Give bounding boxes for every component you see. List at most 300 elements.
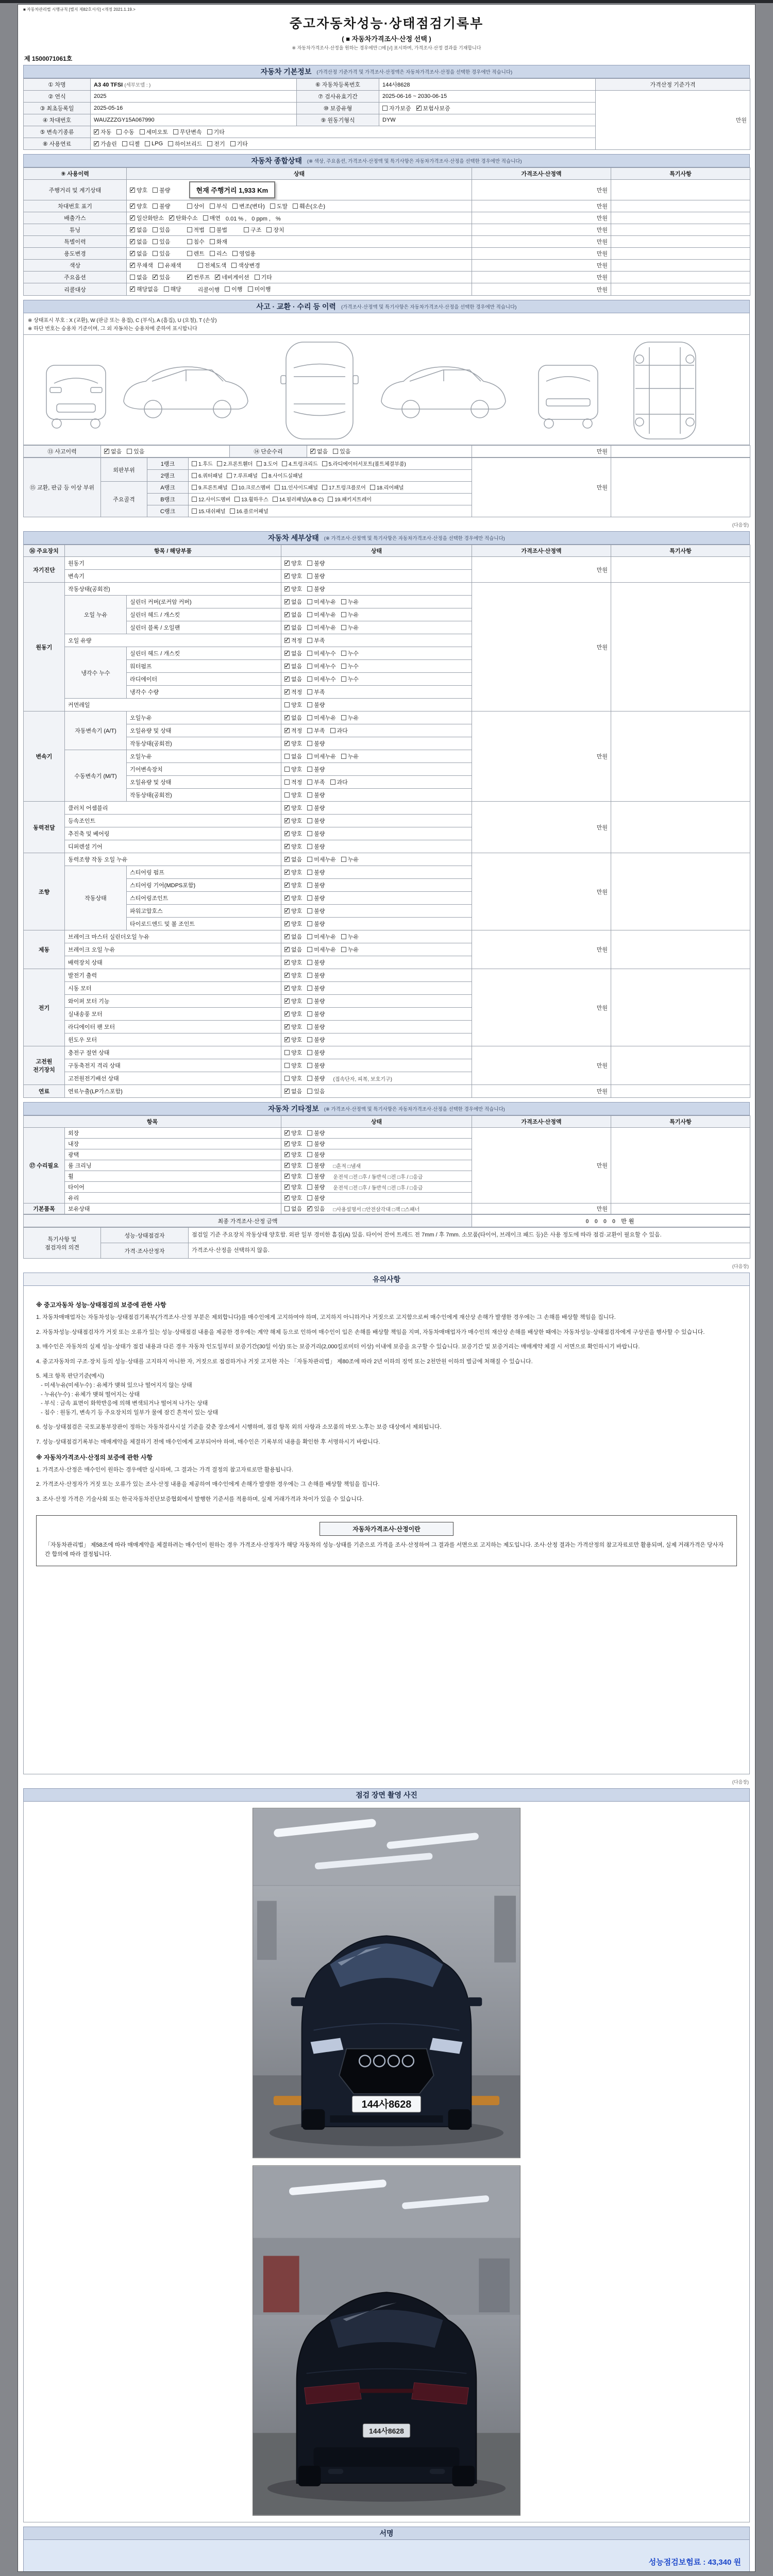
- checkbox-box: [153, 204, 158, 209]
- checkbox-option[interactable]: [307, 829, 325, 838]
- price-cell: 만원: [472, 283, 611, 296]
- state-mark-legend: [23, 313, 750, 335]
- checkbox-label: 있음: [314, 1089, 325, 1095]
- checkbox-box: [187, 239, 192, 244]
- checkbox-option[interactable]: [307, 1129, 325, 1137]
- checkbox-option[interactable]: [307, 1140, 325, 1148]
- checkbox-option[interactable]: [210, 238, 227, 246]
- checkbox-option[interactable]: [284, 1140, 302, 1148]
- checkbox-option[interactable]: [284, 842, 302, 851]
- checkbox-option[interactable]: [284, 894, 302, 902]
- checkbox-box: [122, 141, 127, 146]
- checkbox-option[interactable]: [284, 1183, 302, 1191]
- checkbox-label: 적정: [291, 689, 303, 696]
- checkbox-box: [307, 857, 312, 862]
- checkbox-option[interactable]: [187, 249, 205, 258]
- item-name: 타이로드엔드 및 볼 조인트: [127, 918, 281, 930]
- checkbox-option[interactable]: [341, 945, 359, 954]
- note-cell: [611, 1085, 750, 1098]
- detail-row: [24, 1046, 750, 1059]
- checkbox-option[interactable]: [307, 1087, 325, 1095]
- signature-header: [23, 2527, 750, 2540]
- checkbox-option[interactable]: [307, 598, 336, 606]
- checkbox-label: 없음: [291, 676, 303, 683]
- checkbox-option[interactable]: [307, 752, 336, 760]
- checkbox-option[interactable]: [130, 214, 164, 222]
- checkbox-option[interactable]: [307, 701, 325, 709]
- checkbox-option[interactable]: [230, 140, 248, 148]
- checkbox-option[interactable]: [266, 226, 284, 234]
- checkbox-option[interactable]: [307, 1183, 325, 1191]
- license-plate-rear: 144사8628: [369, 2427, 404, 2435]
- item-state: [281, 892, 472, 905]
- item-name: 스티어링조인트: [127, 892, 281, 905]
- checkbox-option[interactable]: [307, 688, 325, 696]
- item-state: [127, 248, 472, 260]
- checkbox-box: [307, 1206, 312, 1211]
- checkbox-option[interactable]: [284, 1129, 302, 1137]
- checkbox-option[interactable]: [153, 226, 170, 234]
- checkbox-option[interactable]: [284, 945, 302, 954]
- final-unit: 만원: [621, 1218, 636, 1225]
- area-label: 주요골격: [101, 482, 147, 517]
- checkbox-option[interactable]: [210, 249, 227, 258]
- checkbox-option[interactable]: [284, 804, 302, 812]
- checkbox-option[interactable]: [153, 186, 170, 194]
- checkbox-label: 양호: [291, 973, 303, 979]
- item-name: 배력장치 상태: [65, 956, 281, 969]
- checkbox-label: 양호: [291, 1063, 303, 1069]
- checkbox-option[interactable]: [341, 855, 359, 863]
- checkbox-box: [284, 676, 290, 682]
- checkbox-option[interactable]: [130, 273, 147, 281]
- checkbox-option[interactable]: [230, 507, 268, 515]
- checkbox-option[interactable]: [153, 249, 170, 258]
- checkbox-option[interactable]: [307, 971, 325, 979]
- checkbox-label: 도말: [276, 204, 288, 210]
- checkbox-option[interactable]: [284, 714, 302, 722]
- checkbox-label: 양호: [291, 883, 303, 889]
- overall-row: [24, 248, 750, 260]
- checkbox-option[interactable]: [284, 933, 302, 941]
- checkbox-option[interactable]: [94, 128, 111, 136]
- checkbox-option[interactable]: [341, 598, 359, 606]
- item-name: 실린더 헤드 / 개스킷: [127, 608, 281, 621]
- section-basic-header: [23, 65, 750, 78]
- item-state: [281, 815, 472, 827]
- price-survey-select[interactable]: ( ■ 자동차가격조사·산정 선택 ): [342, 35, 431, 43]
- checkbox-option[interactable]: [307, 623, 336, 632]
- checkbox-option[interactable]: [416, 104, 450, 112]
- checkbox-option[interactable]: [341, 933, 359, 941]
- checkbox-option[interactable]: [307, 855, 336, 863]
- checkbox-label: 구조: [250, 227, 262, 233]
- checkbox-option[interactable]: [307, 958, 325, 967]
- checkbox-option[interactable]: [232, 483, 271, 491]
- checkbox-option[interactable]: [307, 1172, 325, 1180]
- checkbox-option[interactable]: [330, 778, 348, 786]
- item-name: 실린더 헤드 / 개스킷: [127, 647, 281, 660]
- checkbox-label: 있음: [159, 239, 171, 245]
- price-cell: 만원: [472, 224, 611, 236]
- checkbox-option[interactable]: [284, 739, 302, 748]
- checkbox-option[interactable]: [130, 249, 147, 258]
- checkbox-option[interactable]: [192, 460, 213, 467]
- item-state: [281, 763, 472, 776]
- checkbox-option[interactable]: [255, 273, 272, 281]
- checkbox-box: [284, 625, 290, 630]
- checkbox-option[interactable]: [284, 649, 302, 657]
- checkbox-option[interactable]: [284, 611, 302, 619]
- checkbox-option[interactable]: [198, 261, 227, 269]
- item-state: [281, 789, 472, 802]
- checkbox-option[interactable]: [284, 572, 302, 580]
- checkbox-option[interactable]: [307, 1150, 325, 1159]
- checkbox-option[interactable]: [307, 1048, 325, 1057]
- checkbox-option[interactable]: [187, 226, 205, 234]
- checkbox-box: [307, 805, 312, 810]
- checkbox-option[interactable]: [307, 649, 336, 657]
- checkbox-option[interactable]: [187, 238, 205, 246]
- checkbox-option[interactable]: [273, 495, 324, 503]
- checkbox-label: 있음: [133, 449, 145, 455]
- page-title: 중고자동차성능·상태점검기록부: [289, 16, 484, 31]
- checkbox-option[interactable]: [244, 226, 261, 234]
- checkbox-option[interactable]: [284, 726, 302, 735]
- checkbox-option[interactable]: [284, 1023, 302, 1031]
- checkbox-option[interactable]: [130, 202, 147, 210]
- checkbox-box: [227, 473, 232, 478]
- checkbox-option[interactable]: [173, 128, 202, 136]
- vin: WAUZZZGY15A067990: [91, 114, 297, 126]
- checkbox-box: [284, 831, 290, 836]
- checkbox-option[interactable]: [122, 140, 140, 148]
- checkbox-option[interactable]: [187, 202, 205, 210]
- item-name: 와이퍼 모터 기능: [65, 995, 281, 1008]
- item-state: [281, 1072, 472, 1085]
- detail-row: [24, 557, 750, 570]
- checkbox-box: [284, 883, 290, 888]
- item-state: [281, 750, 472, 763]
- checkbox-option[interactable]: [307, 778, 325, 786]
- checkbox-label: 이행: [231, 286, 243, 293]
- checkbox-option[interactable]: [341, 662, 359, 670]
- checkbox-option[interactable]: [284, 868, 302, 876]
- checkbox-option[interactable]: [127, 447, 144, 455]
- checkbox-label: 양호: [291, 1024, 303, 1030]
- device-name: 전기: [24, 969, 65, 1046]
- checkbox-option[interactable]: [284, 829, 302, 838]
- checkbox-option[interactable]: [370, 483, 404, 491]
- checkbox-option[interactable]: [284, 907, 302, 915]
- checkbox-option[interactable]: [307, 907, 325, 915]
- checkbox-option[interactable]: [192, 507, 226, 515]
- accident-history-table: [23, 445, 750, 457]
- checkbox-option[interactable]: [341, 649, 359, 657]
- checkbox-option[interactable]: [284, 1205, 302, 1213]
- note-cell: [611, 1128, 750, 1204]
- checkbox-option[interactable]: [284, 817, 302, 825]
- checkbox-option[interactable]: [284, 971, 302, 979]
- checkbox-box: [307, 741, 312, 746]
- checkbox-option[interactable]: [207, 140, 225, 148]
- checkbox-option[interactable]: [284, 1161, 302, 1170]
- column-header: 가격조사·산정액: [472, 545, 611, 557]
- checkbox-option[interactable]: [307, 984, 325, 992]
- note-cell: [611, 236, 750, 248]
- checkbox-option[interactable]: [284, 855, 302, 863]
- checkbox-label: 미세누유: [314, 857, 336, 863]
- checkbox-option[interactable]: [130, 226, 147, 234]
- checkbox-option[interactable]: [307, 1061, 325, 1070]
- checkbox-option[interactable]: [227, 471, 258, 479]
- checkbox-option[interactable]: [215, 273, 249, 281]
- checkbox-option[interactable]: [284, 585, 302, 593]
- checkbox-option[interactable]: [234, 495, 268, 503]
- checkbox-label: 없음: [291, 612, 303, 618]
- checkbox-option[interactable]: [284, 1010, 302, 1018]
- checkbox-option[interactable]: [307, 559, 325, 567]
- checkbox-box: [284, 934, 290, 939]
- checkbox-option[interactable]: [164, 285, 181, 293]
- checkbox-option[interactable]: [341, 752, 359, 760]
- checkbox-option[interactable]: [130, 261, 153, 269]
- checkbox-option[interactable]: [284, 662, 302, 670]
- checkbox-option[interactable]: [284, 623, 302, 632]
- checkbox-option[interactable]: [192, 471, 223, 479]
- checkbox-box: [330, 779, 335, 785]
- checkbox-option[interactable]: [307, 675, 336, 683]
- checkbox-option[interactable]: [262, 471, 303, 479]
- checkbox-box: [104, 449, 109, 454]
- checkbox-option[interactable]: [284, 920, 302, 928]
- checkbox-option[interactable]: [130, 238, 147, 246]
- overall-row: [24, 224, 750, 236]
- checkbox-option[interactable]: [307, 714, 336, 722]
- checkbox-label: 기타: [213, 129, 225, 135]
- checkbox-option[interactable]: [307, 881, 325, 889]
- checkbox-option[interactable]: [284, 752, 302, 760]
- checkbox-option[interactable]: [307, 585, 325, 593]
- item-state: [127, 260, 472, 272]
- checkbox-option[interactable]: [307, 726, 325, 735]
- item-state: [281, 699, 472, 711]
- checkbox-option[interactable]: [158, 261, 181, 269]
- device-subgroup: 오일 누유: [65, 596, 127, 634]
- checkbox-option[interactable]: [168, 140, 202, 148]
- checkbox-box: [168, 141, 173, 146]
- checkbox-option[interactable]: [140, 128, 169, 136]
- checkbox-option[interactable]: [307, 817, 325, 825]
- checkbox-box: [130, 286, 135, 292]
- checkbox-option[interactable]: [284, 1194, 302, 1202]
- checkbox-option[interactable]: [293, 202, 325, 210]
- checkbox-option[interactable]: [307, 1194, 325, 1202]
- checkbox-option[interactable]: [284, 1087, 302, 1095]
- checkbox-option[interactable]: [284, 1036, 302, 1044]
- checkbox-option[interactable]: [203, 214, 221, 222]
- checkbox-option[interactable]: [284, 1048, 302, 1057]
- checkbox-box: [307, 1089, 312, 1094]
- checkbox-label: 상이: [193, 204, 205, 210]
- checkbox-option[interactable]: [307, 894, 325, 902]
- signature-area[interactable]: [23, 2540, 750, 2572]
- checkbox-option[interactable]: [232, 249, 256, 258]
- checkbox-option[interactable]: [307, 1010, 325, 1018]
- inspection-photo-rear: [253, 2165, 520, 2516]
- checkbox-option[interactable]: [307, 1205, 325, 1213]
- checkbox-option[interactable]: [284, 701, 302, 709]
- checkbox-option[interactable]: [307, 842, 325, 851]
- checkbox-box: [284, 573, 290, 579]
- checkbox-option[interactable]: [153, 273, 170, 281]
- checkbox-option[interactable]: [153, 238, 170, 246]
- checkbox-option[interactable]: [307, 791, 325, 799]
- checkbox-label: 양호: [291, 960, 303, 966]
- checkbox-option[interactable]: [307, 765, 325, 773]
- checkbox-box: [284, 895, 290, 901]
- checkbox-option[interactable]: [282, 460, 318, 467]
- checkbox-option[interactable]: [284, 958, 302, 967]
- checkbox-label: 양호: [291, 844, 303, 850]
- checkbox-option[interactable]: [307, 1023, 325, 1031]
- checkbox-option[interactable]: [284, 1061, 302, 1070]
- checkbox-label: 6.쿼터패널: [198, 473, 223, 480]
- checkbox-box: [94, 141, 99, 146]
- section-photos: [23, 1788, 750, 2522]
- checkbox-box: [284, 638, 290, 643]
- checkbox-option[interactable]: [130, 186, 147, 194]
- checkbox-option[interactable]: [328, 495, 372, 503]
- checkbox-option[interactable]: [94, 140, 117, 148]
- checkbox-option[interactable]: [284, 636, 302, 645]
- checkbox-option[interactable]: [307, 804, 325, 812]
- vehicle-name: [91, 79, 297, 91]
- checkbox-option[interactable]: [307, 739, 325, 748]
- checkbox-option[interactable]: [284, 688, 302, 696]
- checkbox-label: 탄화수소: [176, 215, 198, 222]
- detail-row: [24, 802, 750, 815]
- checkbox-option[interactable]: [217, 460, 253, 467]
- checkbox-option[interactable]: [116, 128, 134, 136]
- checkbox-option[interactable]: [310, 447, 328, 455]
- checkbox-option[interactable]: [232, 202, 265, 210]
- checkbox-option[interactable]: [284, 881, 302, 889]
- checkbox-option[interactable]: [284, 1074, 302, 1082]
- notice-item: 1. 가격조사·산정은 매수인이 원하는 경우에만 실시하며, 그 결과는 가격 결정의 참고자료로만 활용됩니다.: [36, 1466, 293, 1473]
- checkbox-option[interactable]: [275, 483, 318, 491]
- checkbox-option[interactable]: [341, 611, 359, 619]
- checkbox-option[interactable]: [284, 675, 302, 683]
- checkbox-option[interactable]: [307, 868, 325, 876]
- checkbox-label: 9.프론트패널: [198, 485, 228, 492]
- repair-needed-label: ⑰ 수리필요: [24, 1128, 65, 1204]
- checkbox-option[interactable]: [192, 483, 228, 491]
- checkbox-option[interactable]: [284, 997, 302, 1005]
- item-name: 스티어링 펌프: [127, 866, 281, 879]
- checkbox-option[interactable]: [225, 285, 242, 293]
- checkbox-label: 양호: [291, 998, 303, 1005]
- checkbox-option[interactable]: [307, 945, 336, 954]
- checkbox-option[interactable]: [330, 726, 348, 735]
- simple-repair-state: [307, 446, 472, 457]
- checkbox-option[interactable]: [322, 483, 366, 491]
- checkbox-option[interactable]: [284, 598, 302, 606]
- checkbox-option[interactable]: [341, 623, 359, 632]
- checkbox-label: 없음: [111, 449, 122, 455]
- vehicle-name-value: A3 40 TFSI: [94, 82, 123, 88]
- checkbox-option[interactable]: [153, 202, 170, 210]
- checkbox-option[interactable]: [210, 202, 227, 210]
- checkbox-label: 누유: [347, 754, 359, 760]
- checkbox-option[interactable]: [341, 675, 359, 683]
- checkbox-label: 미세누유: [314, 715, 336, 721]
- checkbox-option[interactable]: [284, 765, 302, 773]
- checkbox-option[interactable]: [104, 447, 122, 455]
- state-text: %: [275, 216, 281, 222]
- checkbox-option[interactable]: [284, 778, 302, 786]
- checkbox-label: 부족: [314, 728, 325, 734]
- inspector-comment: 점검일 기준 주요장치 작동상태 양호함. 외판 일부 경미한 흠집(A) 있음. 타이어 잔여 트레드 전 7mm / 후 7mm. 소모품(타이어, 브레이크 패드 등)은 사용 정도에 따라 점검·교환이 필요할 수 있음.: [189, 1228, 750, 1243]
- final-price-value: [472, 1215, 750, 1227]
- checkbox-option[interactable]: [322, 460, 406, 467]
- section-detail-state: [23, 531, 750, 1098]
- checkbox-option[interactable]: [307, 611, 336, 619]
- item-state: [281, 737, 472, 750]
- checkbox-option[interactable]: [341, 714, 359, 722]
- checkbox-option[interactable]: [231, 261, 260, 269]
- checkbox-option[interactable]: [284, 1172, 302, 1180]
- checkbox-label: 양호: [291, 1195, 303, 1201]
- checkbox-option[interactable]: [248, 285, 271, 293]
- checkbox-option[interactable]: [130, 285, 159, 293]
- checkbox-option[interactable]: [307, 997, 325, 1005]
- checkbox-option[interactable]: [187, 273, 210, 281]
- checkbox-option[interactable]: [307, 920, 325, 928]
- checkbox-option[interactable]: [145, 141, 163, 147]
- overall-state-table: [23, 167, 750, 296]
- checkbox-option[interactable]: [307, 636, 325, 645]
- checkbox-option[interactable]: [207, 128, 225, 136]
- checkbox-option[interactable]: [333, 447, 350, 455]
- checkbox-option[interactable]: [307, 1036, 325, 1044]
- checkbox-option[interactable]: [169, 214, 198, 222]
- checkbox-option[interactable]: [382, 104, 411, 112]
- checkbox-option[interactable]: [307, 1074, 325, 1082]
- checkbox-option[interactable]: [210, 226, 227, 234]
- checkbox-label: 없음: [291, 1206, 303, 1212]
- checkbox-box: [127, 449, 132, 454]
- checkbox-option[interactable]: [284, 559, 302, 567]
- accident-history-state: [101, 446, 230, 457]
- checkbox-option[interactable]: [192, 495, 230, 503]
- checkbox-box: [382, 106, 388, 111]
- notice-item: 5. 체크 항목 판단기준(예시) - 미세누유(미세누수) : 유체가 맺혀 있으나 떨어지지 않는 상태 - 누유(누수) : 유체가 맺혀 떨어지는 상태 - 부식 : 금속 표면이 화학반응에 의해 변색되거나 떨어져 나가는 상태 - 침수 : 원동기, 변속기 등 주요장치의 일부가 물에 잠긴 흔적이 있는 상태: [36, 1373, 219, 1416]
- checkbox-option[interactable]: [284, 791, 302, 799]
- checkbox-option[interactable]: [257, 460, 278, 467]
- checkbox-box: [210, 251, 215, 256]
- checkbox-option[interactable]: [307, 662, 336, 670]
- checkbox-option[interactable]: [270, 202, 288, 210]
- checkbox-option[interactable]: [284, 1150, 302, 1159]
- checkbox-label: 없음: [137, 239, 148, 245]
- checkbox-option[interactable]: [284, 984, 302, 992]
- rank-items: [189, 482, 472, 494]
- checkbox-option[interactable]: [307, 572, 325, 580]
- checkbox-option[interactable]: [307, 933, 336, 941]
- note-cell: [611, 1046, 750, 1085]
- checkbox-option[interactable]: [307, 1161, 325, 1170]
